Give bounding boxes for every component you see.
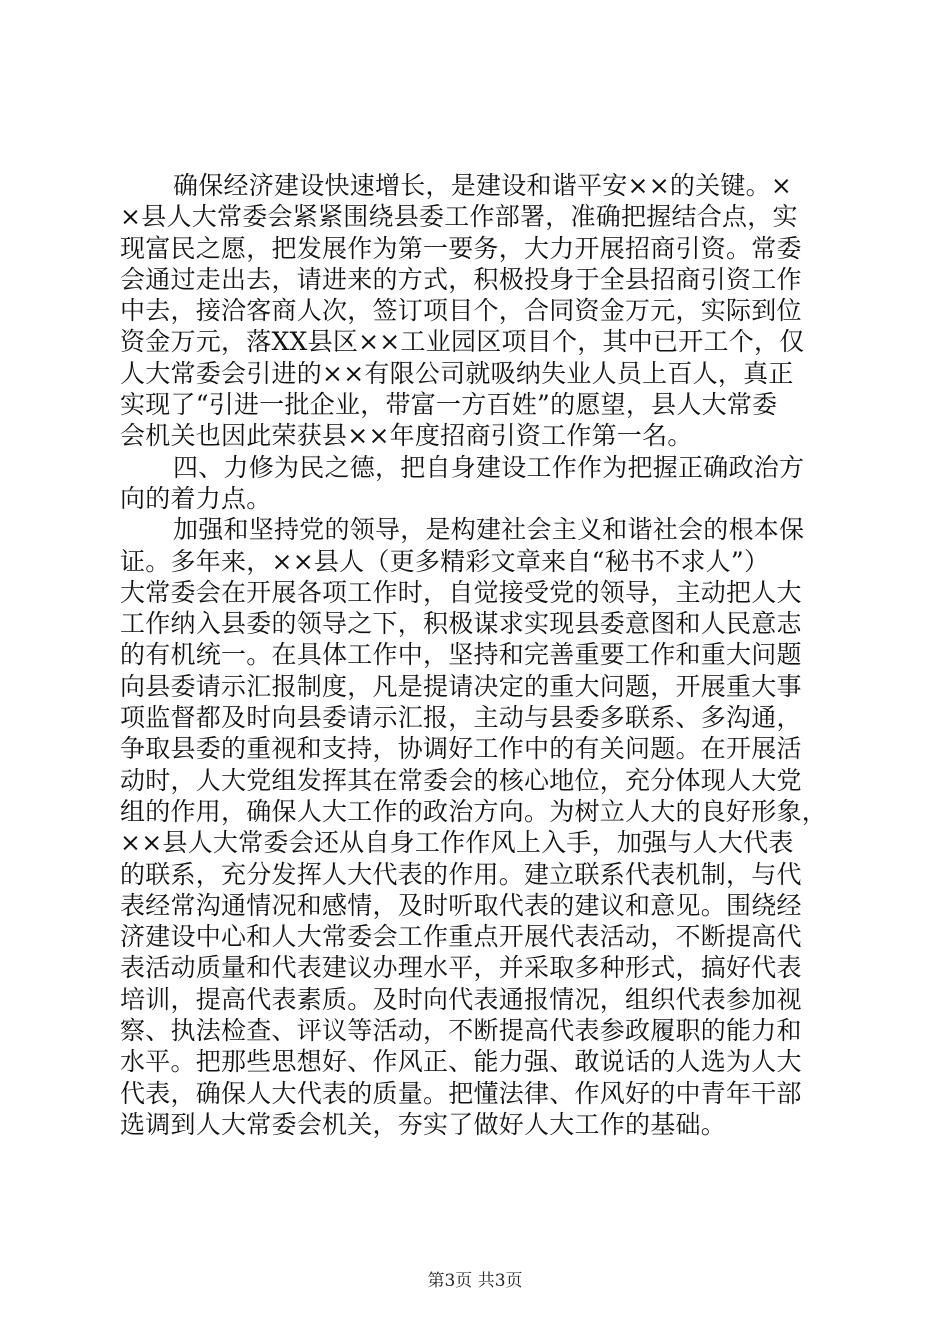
paragraph-1-line: 确保经济建设快速增长，是建设和谐平安××的关键。× xyxy=(173,171,793,200)
paragraph-2-line: ××县人大常委会还从自身工作作风上入手，加强与人大代表 xyxy=(120,828,794,858)
paragraph-2-line: 济建设中心和人大常委会工作重点开展代表活动，不断提高代 xyxy=(120,922,802,952)
paragraph-2-line: 证。多年来，××县人（更多精彩文章来自“秘书不求人”） xyxy=(120,546,770,576)
section-heading-line: 向的着力点。 xyxy=(120,483,272,513)
paragraph-2-line: 项监督都及时向县委请示汇报，主动与县委多联系、多沟通， xyxy=(120,703,802,733)
paragraph-2-line: 争取县委的重视和支持，协调好工作中的有关问题。在开展活 xyxy=(120,734,802,764)
paragraph-2-line: 培训，提高代表素质。及时向代表通报情况，组织代表参加视 xyxy=(120,984,802,1014)
paragraph-2-line: 代表，确保人大代表的质量。把懂法律、作风好的中青年干部 xyxy=(120,1078,802,1108)
paragraph-1-line: 中去，接洽客商人次，签订项目个，合同资金万元，实际到位 xyxy=(120,296,802,326)
paragraph-2-line: 向县委请示汇报制度，凡是提请决定的重大问题，开展重大事 xyxy=(120,671,802,701)
document-body xyxy=(120,170,842,1140)
paragraph-2-line: 工作纳入县委的领导之下，积极谋求实现县委意图和人民意志 xyxy=(120,609,802,639)
paragraph-1-line: 会机关也因此荣获县××年度招商引资工作第一名。 xyxy=(120,421,693,451)
paragraph-2-line: 的联系，充分发挥人大代表的作用。建立联系代表机制，与代 xyxy=(120,859,802,889)
paragraph-2-line: 水平。把那些思想好、作风正、能力强、敢说话的人选为人大 xyxy=(120,1047,802,1077)
paragraph-2-line: 加强和坚持党的领导，是构建社会主义和谐社会的根本保 xyxy=(173,515,805,545)
paragraph-2-line: 表活动质量和代表建议办理水平，并采取多种形式，搞好代表 xyxy=(120,953,802,983)
paragraph-1-line: 会通过走出去，请进来的方式，积极投身于全县招商引资工作 xyxy=(120,264,802,294)
page-number-label: 第3页 共3页 xyxy=(427,1271,523,1291)
section-heading-line: 四、力修为民之德，把自身建设工作作为把握正确政治方 xyxy=(173,452,805,482)
paragraph-1-line: 现富民之愿，把发展作为第一要务，大力开展招商引资。常委 xyxy=(120,233,802,263)
paragraph-2-line: 的有机统一。在具体工作中，坚持和完善重要工作和重大问题 xyxy=(120,640,802,670)
paragraph-2-line: 组的作用，确保人大工作的政治方向。为树立人大的良好形象， xyxy=(120,796,828,826)
paragraph-2-line: 动时，人大党组发挥其在常委会的核心地位，充分体现人大党 xyxy=(120,765,802,795)
paragraph-1-line: 实现了“引进一批企业，带富一方百姓”的愿望，县人大常委 xyxy=(120,390,778,420)
paragraph-2-line: 察、执法检查、评议等活动，不断提高代表参政履职的能力和 xyxy=(120,1016,802,1046)
paragraph-1-line: ×县人大常委会紧紧围绕县委工作部署，准确把握结合点，实 xyxy=(120,202,798,232)
paragraph-1-line: 资金万元，落XX县区××工业园区项目个，其中已开工个，仅 xyxy=(120,327,805,357)
paragraph-2-line: 选调到人大常委会机关，夯实了做好人大工作的基础。 xyxy=(120,1109,727,1139)
paragraph-2-line: 大常委会在开展各项工作时，自觉接受党的领导，主动把人大 xyxy=(120,577,802,607)
paragraph-1-line: 人大常委会引进的××有限公司就吸纳失业人员上百人，真正 xyxy=(120,358,794,388)
paragraph-2-line: 表经常沟通情况和感情，及时听取代表的建议和意见。围绕经 xyxy=(120,890,802,920)
page-footer xyxy=(0,1270,950,1292)
